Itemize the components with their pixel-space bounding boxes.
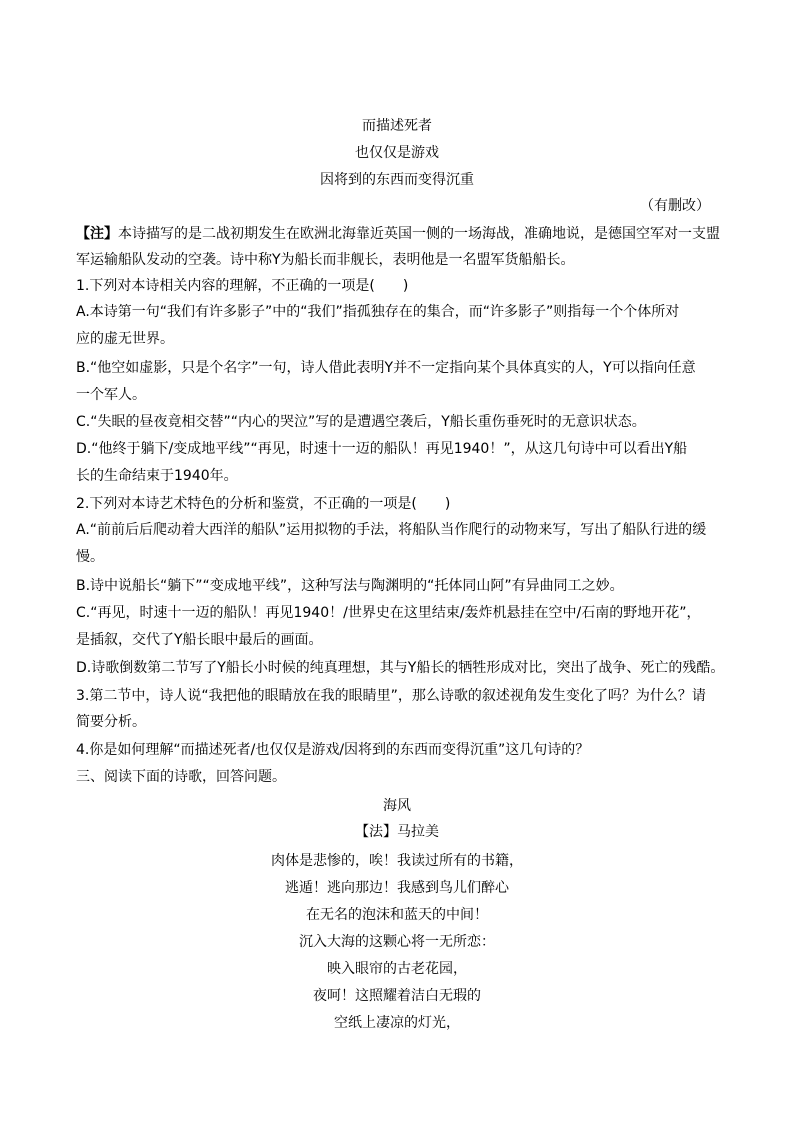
q1-option-b-line-1: B.“他空如虚影，只是个名字”一句，诗人借此表明Y并不一定指向某个具体真实的人，Y可以指向任意 (76, 360, 696, 376)
q2-option-c-line-2: 是插叙，交代了Y船长眼中最后的画面。 (76, 632, 323, 648)
q2-stem: 2.下列对本诗艺术特色的分析和鉴赏，不正确的一项是( ) (76, 496, 451, 512)
q2-option-c-line-1: C.“再见，时速十一迈的船队！再见1940！/世界史在这里结束/轰炸机悬挂在空中/石南的野地开花”， (76, 605, 701, 621)
q2-option-a-line-1: A.“前前后后爬动着大西洋的船队”运用拟物的手法，将船队当作爬行的动物来写，写出了船队行进的缓 (76, 522, 707, 538)
q1-option-c: C.“失眠的昼夜竟相交替”“内心的哭泣”写的是遭遇空袭后，Y船长重伤垂死时的无意识状态。 (76, 414, 646, 430)
q1-option-d-line-1: D.“他终于躺下/变成地平线”“再见，时速十一迈的船队！再见1940！”，从这几句诗中可以看出Y船 (76, 441, 688, 457)
annotation-line-1 (76, 224, 720, 244)
q4: 4.你是如何理解“而描述死者/也仅仅是游戏/因将到的东西而变得沉重”这几句诗的？ (76, 742, 590, 758)
q1-option-a-line-1: A.本诗第一句“我们有许多影子”中的“我们”指孤独存在的集合，而“许多影子”则指每一个个体所对 (76, 304, 680, 320)
annotation-line-2: 军运输船队发动的空袭。诗中称Y为船长而非舰长，表明他是一名盟军货船船长。 (76, 252, 575, 268)
q2-option-a-line-2: 慢。 (76, 549, 104, 565)
poem-line-6: 夜呵！这照耀着洁白无瑕的 (313, 988, 481, 1004)
q1-stem: 1.下列对本诗相关内容的理解，不正确的一项是( ) (76, 278, 409, 294)
q1-option-a-line-2: 应的虚无世界。 (76, 331, 174, 347)
q3-line-2: 简要分析。 (76, 714, 146, 730)
q2-option-b: B.诗中说船长“躺下”“变成地平线”，这种写法与陶渊明的“托体同山阿”有异曲同工之妙。 (76, 578, 624, 594)
section-3-heading: 三、阅读下面的诗歌，回答问题。 (76, 769, 286, 785)
poem-line-1: 肉体是悲惨的，唉！我读过所有的书籍， (271, 853, 523, 869)
poem-line-3: 在无名的泡沫和蓝天的中间！ (306, 907, 488, 923)
poem-author: 【法】马拉美 (355, 824, 439, 840)
poem-line-5: 映入眼帘的古老花园， (327, 961, 467, 977)
q1-option-d-line-2: 长的生命结束于1940年。 (76, 468, 238, 484)
revision-note: （有删改） (640, 198, 710, 214)
poem-end-line-3: 因将到的东西而变得沉重 (320, 172, 474, 188)
poem-line-7: 空纸上凄凉的灯光， (334, 1015, 460, 1031)
q2-option-d: D.诗歌倒数第二节写了Y船长小时候的纯真理想，其与Y船长的牺牲形成对比，突出了战争、死亡的残酷。 (76, 660, 725, 676)
poem-title: 海风 (383, 798, 411, 814)
annotation-text: 本诗描写的是二战初期发生在欧洲北海靠近英国一侧的一场海战，准确地说，是德国空军对一支盟 (118, 226, 720, 242)
poem-end-line-1: 而描述死者 (362, 118, 432, 134)
q1-option-b-line-2: 一个军人。 (76, 387, 146, 403)
annotation-label: 【注】 (76, 226, 118, 242)
poem-end-line-2: 也仅仅是游戏 (355, 145, 439, 161)
q3-line-1: 3.第二节中，诗人说“我把他的眼睛放在我的眼睛里”，那么诗歌的叙述视角发生变化了吗？为什么？请 (76, 688, 706, 704)
poem-line-4: 沉入大海的这颗心将一无所恋： (299, 934, 495, 950)
poem-line-2: 逃遁！逃向那边！我感到鸟儿们醉心 (285, 880, 509, 896)
